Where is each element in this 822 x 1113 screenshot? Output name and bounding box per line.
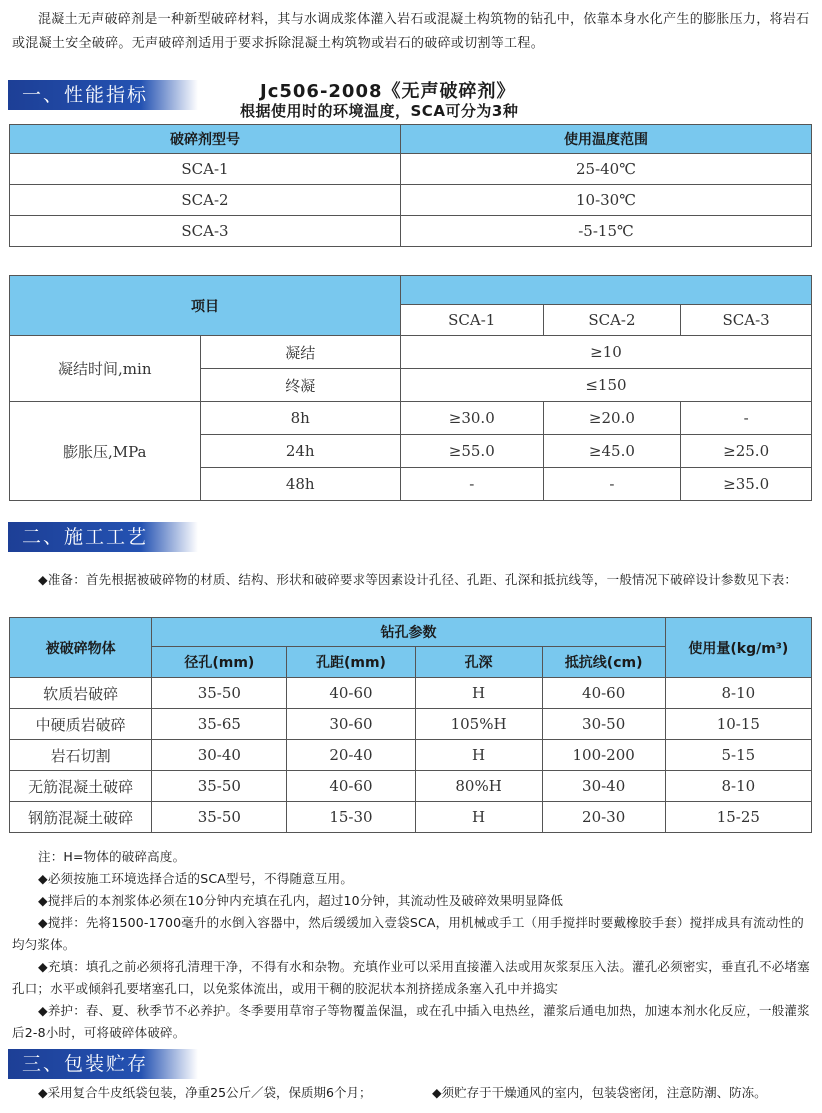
value-cell: 20-40 xyxy=(287,740,415,771)
type-cell: SCA-1 xyxy=(10,154,401,185)
value-cell: 35-50 xyxy=(152,678,287,709)
standard-subtitle: 根据使用时的环境温度，SCA可分为3种 xyxy=(240,102,519,120)
value-cell: 8-10 xyxy=(665,678,811,709)
note-curing: ◆养护：春、夏、秋季节不必养护。冬季要用草帘子等物覆盖保温，或在孔中插入电热丝，灌浆后通电加热，加速本剂水化反应，一般灌浆后2-8小时，可将破碎体破碎。 xyxy=(12,1003,810,1040)
pressure-label: 膨胀压,MPa xyxy=(10,402,201,501)
value-cell: - xyxy=(400,468,543,501)
type-column-sca1: SCA-1 xyxy=(400,305,543,336)
value-cell: ≥30.0 xyxy=(400,402,543,435)
value-cell: ≥45.0 xyxy=(543,435,681,468)
type-column-sca3: SCA-3 xyxy=(681,305,812,336)
value-cell: 40-60 xyxy=(287,771,415,802)
drill-parameter-header: 钻孔参数 xyxy=(152,618,665,647)
value-cell: ≥55.0 xyxy=(400,435,543,468)
table-row xyxy=(10,802,812,833)
initial-setting-label: 凝结 xyxy=(200,336,400,369)
temperature-cell: 10-30℃ xyxy=(401,185,812,216)
object-header: 被破碎物体 xyxy=(10,618,152,678)
note-filling: ◆充填：填孔之前必须将孔清理干净，不得有水和杂物。充填作业可以采用直接灌入法或用灰浆泵压入法。灌孔必须密实，垂直孔不必堵塞孔口；水平或倾斜孔要堵塞孔口，以免浆体流出，或用干稠的胶泥状本剂挤搓成条塞入孔中并捣实 xyxy=(12,959,810,996)
initial-setting-value: ≥10 xyxy=(400,336,811,369)
value-cell: 40-60 xyxy=(287,678,415,709)
temperature-cell: 25-40℃ xyxy=(401,154,812,185)
type-header: 破碎剂型号 xyxy=(10,125,401,154)
performance-table xyxy=(9,275,812,501)
type-temperature-table xyxy=(9,124,812,247)
value-cell: 40-60 xyxy=(542,678,665,709)
section-packaging-heading: 三、包装贮存 xyxy=(8,1049,198,1079)
value-cell: 5-15 xyxy=(665,740,811,771)
value-cell: 15-30 xyxy=(287,802,415,833)
type-cell: SCA-2 xyxy=(10,185,401,216)
item-header: 项目 xyxy=(10,276,401,336)
note-h-definition: 注：H=物体的破碎高度。 xyxy=(38,849,186,864)
value-cell: 80%H xyxy=(415,771,542,802)
hole-diameter-header: 径孔(mm) xyxy=(152,647,287,678)
value-cell: 105%H xyxy=(415,709,542,740)
hole-depth-header: 孔深 xyxy=(415,647,542,678)
value-cell: H xyxy=(415,740,542,771)
value-cell: - xyxy=(543,468,681,501)
resistance-line-header: 抵抗线(cm) xyxy=(542,647,665,678)
hole-spacing-header: 孔距(mm) xyxy=(287,647,415,678)
storage-text: ◆须贮存于干燥通风的室内，包装袋密闭，注意防潮、防冻。 xyxy=(432,1085,767,1100)
section-performance-heading: 一、性能指标 xyxy=(8,80,198,110)
value-cell: ≥35.0 xyxy=(681,468,812,501)
table-row xyxy=(10,185,812,216)
preparation-text: ◆准备：首先根据被破碎物的材质、结构、形状和破碎要求等因素设计孔径、孔距、孔深和抵抗线等，一般情况下破碎设计参数见下表： xyxy=(38,572,798,587)
value-cell: 20-30 xyxy=(542,802,665,833)
table-row xyxy=(10,154,812,185)
value-cell: 10-15 xyxy=(665,709,811,740)
standard-title: Jc506-2008《无声破碎剂》 xyxy=(260,81,516,102)
value-cell: ≥25.0 xyxy=(681,435,812,468)
value-cell: 30-40 xyxy=(152,740,287,771)
object-cell: 岩石切割 xyxy=(10,740,152,771)
table-row xyxy=(10,678,812,709)
value-cell: 35-65 xyxy=(152,709,287,740)
time-cell: 8h xyxy=(200,402,400,435)
type-cell: SCA-3 xyxy=(10,216,401,247)
object-cell: 软质岩破碎 xyxy=(10,678,152,709)
value-cell: 30-50 xyxy=(542,709,665,740)
value-cell: 30-40 xyxy=(542,771,665,802)
value-cell: ≥20.0 xyxy=(543,402,681,435)
note-type-selection: ◆必须按施工环境选择合适的SCA型号，不得随意互用。 xyxy=(38,871,354,886)
object-cell: 钢筋混凝土破碎 xyxy=(10,802,152,833)
note-fill-time: ◆搅拌后的本剂浆体必须在10分钟内充填在孔内，超过10分钟，其流动性及破碎效果明显降低 xyxy=(38,893,564,908)
temperature-cell: -5-15℃ xyxy=(401,216,812,247)
usage-header: 使用量(kg/m³) xyxy=(665,618,811,678)
time-cell: 48h xyxy=(200,468,400,501)
table-row xyxy=(10,216,812,247)
table-row xyxy=(10,740,812,771)
intro-paragraph: 混凝土无声破碎剂是一种新型破碎材料，其与水调成浆体灌入岩石或混凝土构筑物的钻孔中，依靠本身水化产生的膨胀压力，将岩石或混凝土安全破碎。无声破碎剂适用于要求拆除混凝土构筑物或岩石的破碎或切割等工程。 xyxy=(12,12,810,51)
table-row xyxy=(10,771,812,802)
value-cell: H xyxy=(415,802,542,833)
note-mixing: ◆搅拌：先将1500-1700毫升的水倒入容器中，然后缓缓加入壹袋SCA，用机械或手工（用手搅拌时要戴橡胶手套）搅拌成具有流动性的均匀浆体。 xyxy=(12,915,804,952)
value-cell: - xyxy=(681,402,812,435)
final-setting-label: 终凝 xyxy=(200,369,400,402)
final-setting-value: ≤150 xyxy=(400,369,811,402)
time-cell: 24h xyxy=(200,435,400,468)
temperature-header: 使用温度范围 xyxy=(401,125,812,154)
object-cell: 无筋混凝土破碎 xyxy=(10,771,152,802)
value-cell: 35-50 xyxy=(152,771,287,802)
value-cell: 35-50 xyxy=(152,802,287,833)
value-cell: H xyxy=(415,678,542,709)
value-cell: 8-10 xyxy=(665,771,811,802)
setting-time-label: 凝结时间,min xyxy=(10,336,201,402)
value-cell: 30-60 xyxy=(287,709,415,740)
value-cell: 100-200 xyxy=(542,740,665,771)
object-cell: 中硬质岩破碎 xyxy=(10,709,152,740)
packaging-text: ◆采用复合牛皮纸袋包装，净重25公斤／袋，保质期6个月； xyxy=(38,1085,372,1100)
drilling-parameter-table xyxy=(9,617,812,833)
table-row xyxy=(10,709,812,740)
type-column-sca2: SCA-2 xyxy=(543,305,681,336)
table-row xyxy=(10,402,812,435)
section-construction-heading: 二、施工工艺 xyxy=(8,522,198,552)
value-cell: 15-25 xyxy=(665,802,811,833)
